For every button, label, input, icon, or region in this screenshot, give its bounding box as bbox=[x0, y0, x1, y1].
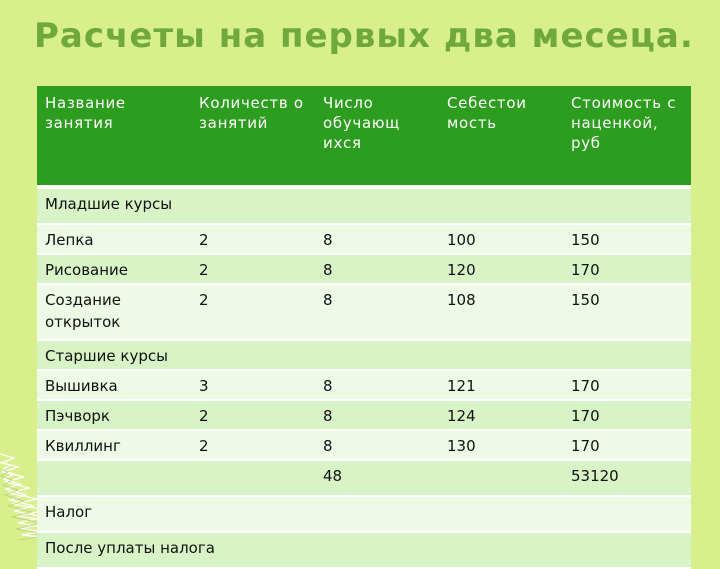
table-cell: 170 bbox=[563, 430, 691, 460]
table-cell: 108 bbox=[439, 284, 563, 340]
table-cell: 121 bbox=[439, 370, 563, 400]
table-row-senior-courses bbox=[37, 340, 691, 370]
header-activity-name: Название занятия bbox=[37, 86, 191, 187]
table-cell: Налог bbox=[37, 496, 315, 532]
table-cell: Младшие курсы bbox=[37, 187, 315, 224]
table-cell: 8 bbox=[315, 400, 439, 430]
table-cell: 130 bbox=[439, 430, 563, 460]
table-cell: Создание открыток bbox=[37, 284, 191, 340]
table-cell: 48 bbox=[315, 460, 439, 496]
table-row bbox=[37, 370, 691, 400]
table-cell: После уплаты налога bbox=[37, 532, 315, 568]
table-cell: 170 bbox=[563, 400, 691, 430]
table-cell bbox=[439, 496, 563, 532]
table-cell: 8 bbox=[315, 254, 439, 284]
table-header-row bbox=[37, 86, 691, 187]
table-cell: 2 bbox=[191, 284, 315, 340]
table-cell: 53120 bbox=[563, 460, 691, 496]
table-row bbox=[37, 254, 691, 284]
table-cell bbox=[439, 187, 563, 224]
table-row bbox=[37, 430, 691, 460]
table-cell bbox=[315, 187, 439, 224]
table-cell: Вышивка bbox=[37, 370, 191, 400]
table-cell: 8 bbox=[315, 430, 439, 460]
table-cell: Рисование bbox=[37, 254, 191, 284]
table-cell: 170 bbox=[563, 254, 691, 284]
table-row bbox=[37, 400, 691, 430]
table-row-after-tax bbox=[37, 532, 691, 568]
table-cell bbox=[191, 460, 315, 496]
table-row-totals bbox=[37, 460, 691, 496]
table-cell: 3 bbox=[191, 370, 315, 400]
table-cell: 150 bbox=[563, 284, 691, 340]
table-cell: 8 bbox=[315, 370, 439, 400]
table-cell: Лепка bbox=[37, 224, 191, 254]
table-cell bbox=[563, 532, 691, 568]
table-cell: 2 bbox=[191, 224, 315, 254]
page-title: Расчеты на первых два месеца. bbox=[34, 16, 694, 56]
header-lesson-count: Количеств о занятий bbox=[191, 86, 315, 187]
header-cost-price: Себестои мость bbox=[439, 86, 563, 187]
table-cell bbox=[439, 340, 563, 370]
table-cell bbox=[315, 496, 439, 532]
table-cell: 8 bbox=[315, 224, 439, 254]
table-row-junior-courses bbox=[37, 187, 691, 224]
table-cell: 100 bbox=[439, 224, 563, 254]
table-cell: 124 bbox=[439, 400, 563, 430]
table-row-tax bbox=[37, 496, 691, 532]
table-row bbox=[37, 284, 691, 340]
table-cell: 150 bbox=[563, 224, 691, 254]
table-cell bbox=[315, 340, 439, 370]
table-cell bbox=[563, 340, 691, 370]
table-cell bbox=[37, 460, 191, 496]
table-cell: Пэчворк bbox=[37, 400, 191, 430]
table-row bbox=[37, 224, 691, 254]
table-cell: Старшие курсы bbox=[37, 340, 315, 370]
table-cell: 2 bbox=[191, 430, 315, 460]
table-cell bbox=[563, 187, 691, 224]
table-cell bbox=[439, 532, 563, 568]
table-cell bbox=[315, 532, 439, 568]
table-cell: 120 bbox=[439, 254, 563, 284]
table-cell: 2 bbox=[191, 400, 315, 430]
calculation-table bbox=[37, 86, 691, 569]
header-marked-up-price: Стоимость с наценкой, руб bbox=[563, 86, 691, 187]
table-cell: Квиллинг bbox=[37, 430, 191, 460]
table-cell: 2 bbox=[191, 254, 315, 284]
table-cell bbox=[563, 496, 691, 532]
header-student-count: Число обучающ ихся bbox=[315, 86, 439, 187]
table-cell bbox=[439, 460, 563, 496]
table-cell: 170 bbox=[563, 370, 691, 400]
table-cell: 8 bbox=[315, 284, 439, 340]
